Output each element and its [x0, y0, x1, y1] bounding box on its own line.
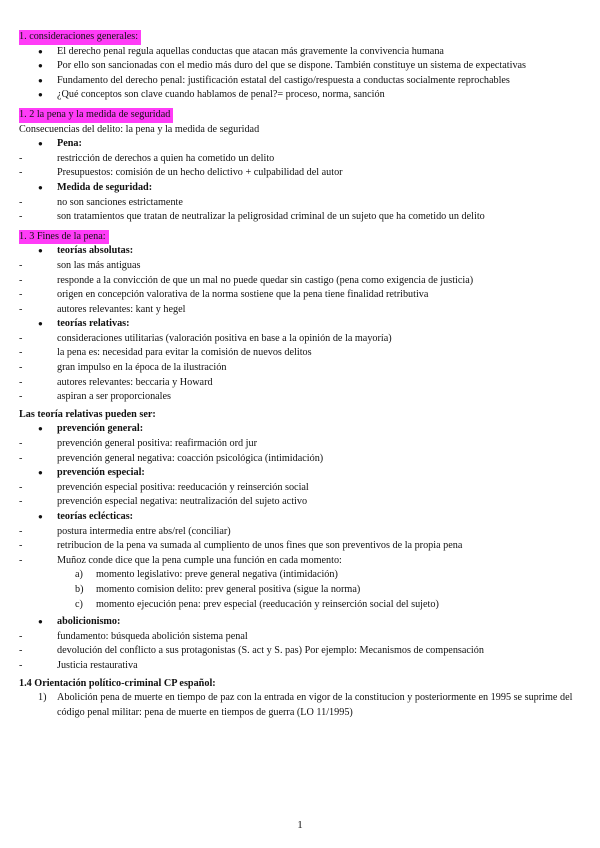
dash-icon: -: [19, 525, 23, 537]
page-number: 1: [297, 819, 303, 831]
list-item: a) momento legislativo: preve general negativa (intimidación): [19, 568, 579, 583]
dash-icon: -: [19, 196, 23, 208]
dash-icon: -: [19, 391, 23, 403]
list-item: - Muñoz conde dice que la pena cumple una función en cada momento:: [19, 554, 579, 569]
list-item: - prevención especial positiva: reeducación y reinserción social: [19, 481, 579, 496]
list-item: - fundamento: búsqueda abolición sistema penal: [19, 630, 579, 645]
list-item: ● Fundamento del derecho penal: justificación estatal del castigo/respuesta a conductas socialmente reprochables: [19, 74, 579, 89]
dash-icon: -: [19, 438, 23, 450]
list-item: - autores relevantes: kant y hegel: [19, 303, 579, 318]
list-item: ● teorías relativas:: [19, 317, 579, 332]
dash-icon: -: [19, 645, 23, 657]
list-item: b) momento comision delito: prev general positiva (sigue la norma): [19, 583, 579, 598]
bullet-icon: ●: [38, 182, 43, 192]
dash-icon: -: [19, 332, 23, 344]
list-item: - origen en concepción valorativa de la norma sostiene que la pena tiene finalidad retributiva: [19, 288, 579, 303]
list-item: ● Pena:: [19, 137, 579, 152]
list-marker: a): [75, 569, 83, 581]
list-marker: 1): [38, 692, 47, 704]
dash-icon: -: [19, 659, 23, 671]
bullet-icon: ●: [38, 319, 43, 329]
dash-icon: -: [19, 481, 23, 493]
list-item: - prevención general positiva: reafirmación ord jur: [19, 437, 579, 452]
dash-icon: -: [19, 211, 23, 223]
dash-icon: -: [19, 347, 23, 359]
list-item: - retribucion de la pena va sumada al cumpliento de unos fines que son preventivos de la propia pena: [19, 539, 579, 554]
list-item: c) momento ejecución pena: prev especial (reeducación y reinserción social del sujeto): [19, 598, 579, 613]
highlighted-heading-text: 1. 2 la pena y la medida de seguridad: [19, 108, 173, 123]
highlighted-heading-text: 1. 3 Fines de la pena:: [19, 230, 109, 245]
list-marker: c): [75, 598, 83, 610]
list-item: - responde a la convicción de que un mal no puede quedar sin castigo (pena como exigencia de justicia): [19, 274, 579, 289]
bullet-icon: ●: [38, 90, 43, 100]
list-item: - autores relevantes: beccaria y Howard: [19, 376, 579, 391]
list-item: - son tratamientos que tratan de neutralizar la peligrosidad criminal de un sujeto que ha cometido un delito: [19, 210, 579, 225]
list-item: - restricción de derechos a quien ha cometido un delito: [19, 152, 579, 167]
dash-icon: -: [19, 496, 23, 508]
highlighted-heading-text: 1. consideraciones generales:: [19, 30, 141, 45]
intro-text: Consecuencias del delito: la pena y la medida de seguridad: [19, 123, 260, 135]
list-item: ● El derecho penal regula aquellas conductas que atacan más gravemente la convivencia humana: [19, 45, 579, 60]
dash-icon: -: [19, 289, 23, 301]
dash-icon: -: [19, 152, 23, 164]
section-heading-consideraciones: [19, 30, 579, 45]
bullet-icon: ●: [38, 512, 43, 521]
bullet-icon: ●: [38, 75, 43, 85]
list-item: - la pena es: necesidad para evitar la comisión de nuevos delitos: [19, 346, 579, 361]
dash-icon: -: [19, 259, 23, 271]
bullet-icon: ●: [38, 424, 43, 434]
list-item: ● teorías eclécticas:: [19, 510, 579, 525]
list-item: - aspiran a ser proporcionales: [19, 390, 579, 405]
dash-icon: -: [19, 630, 23, 642]
list-item: ● Medida de seguridad:: [19, 181, 579, 196]
bullet-icon: ●: [38, 46, 43, 56]
list-item: - postura intermedia entre abs/rel (conciliar): [19, 525, 579, 540]
section-heading-orientacion: 1.4 Orientación político-criminal CP español:: [19, 677, 216, 689]
list-item: - Justicia restaurativa: [19, 659, 579, 674]
dash-icon: -: [19, 376, 23, 388]
list-item: - gran impulso en la época de la ilustración: [19, 361, 579, 376]
dash-icon: -: [19, 452, 23, 464]
list-item: ● abolicionismo:: [19, 615, 579, 630]
list-item: 1) Abolición pena de muerte en tiempo de paz con la entrada en vigor de la constitucion y posteriormente en 1995 se suprime del código penal militar: pena de muerte en tiempos de guerra (LO 11/1995): [38, 692, 573, 718]
bullet-icon: ●: [38, 61, 43, 71]
list-item: - no son sanciones estrictamente: [19, 196, 579, 211]
list-item: - consideraciones utilitarias (valoración positiva en base a la opinión de la mayoría): [19, 332, 579, 347]
list-item: - prevención especial negativa: neutralización del sujeto activo: [19, 495, 579, 510]
list-item: ● prevención general:: [19, 422, 579, 437]
bullet-icon: ●: [38, 246, 43, 256]
bullet-icon: ●: [38, 139, 43, 149]
list-item: - devolución del conflicto a sus protagonistas (S. act y S. pas) Por ejemplo: Mecanismos de compensación: [19, 644, 579, 659]
dash-icon: -: [19, 540, 23, 552]
list-item: ● ¿Qué conceptos son clave cuando hablamos de penal?= proceso, norma, sanción: [19, 88, 579, 103]
dash-icon: -: [19, 303, 23, 315]
subsection-heading-relativas: Las teoría relativas pueden ser:: [19, 408, 156, 420]
dash-icon: -: [19, 362, 23, 374]
list-marker: b): [75, 583, 84, 595]
list-item: - prevención general negativa: coacción psicológica (intimidación): [19, 452, 579, 467]
list-item: ● prevención especial:: [19, 466, 579, 481]
bullet-icon: ●: [38, 617, 43, 627]
list-item: ● Por ello son sancionadas con el medio más duro del que se dispone. También constituye un sistema de expectativas: [19, 59, 579, 74]
section-heading-pena-medida: [19, 108, 579, 123]
section-heading-fines: [19, 230, 579, 245]
dash-icon: -: [19, 274, 23, 286]
dash-icon: -: [19, 167, 23, 179]
document-page: [19, 30, 579, 720]
dash-icon: -: [19, 554, 23, 566]
list-item: - Presupuestos: comisión de un hecho delictivo + culpabilidad del autor: [19, 166, 579, 181]
bullet-icon: ●: [38, 468, 43, 478]
list-item: - son las más antiguas: [19, 259, 579, 274]
list-item: ● teorías absolutas:: [19, 244, 579, 259]
